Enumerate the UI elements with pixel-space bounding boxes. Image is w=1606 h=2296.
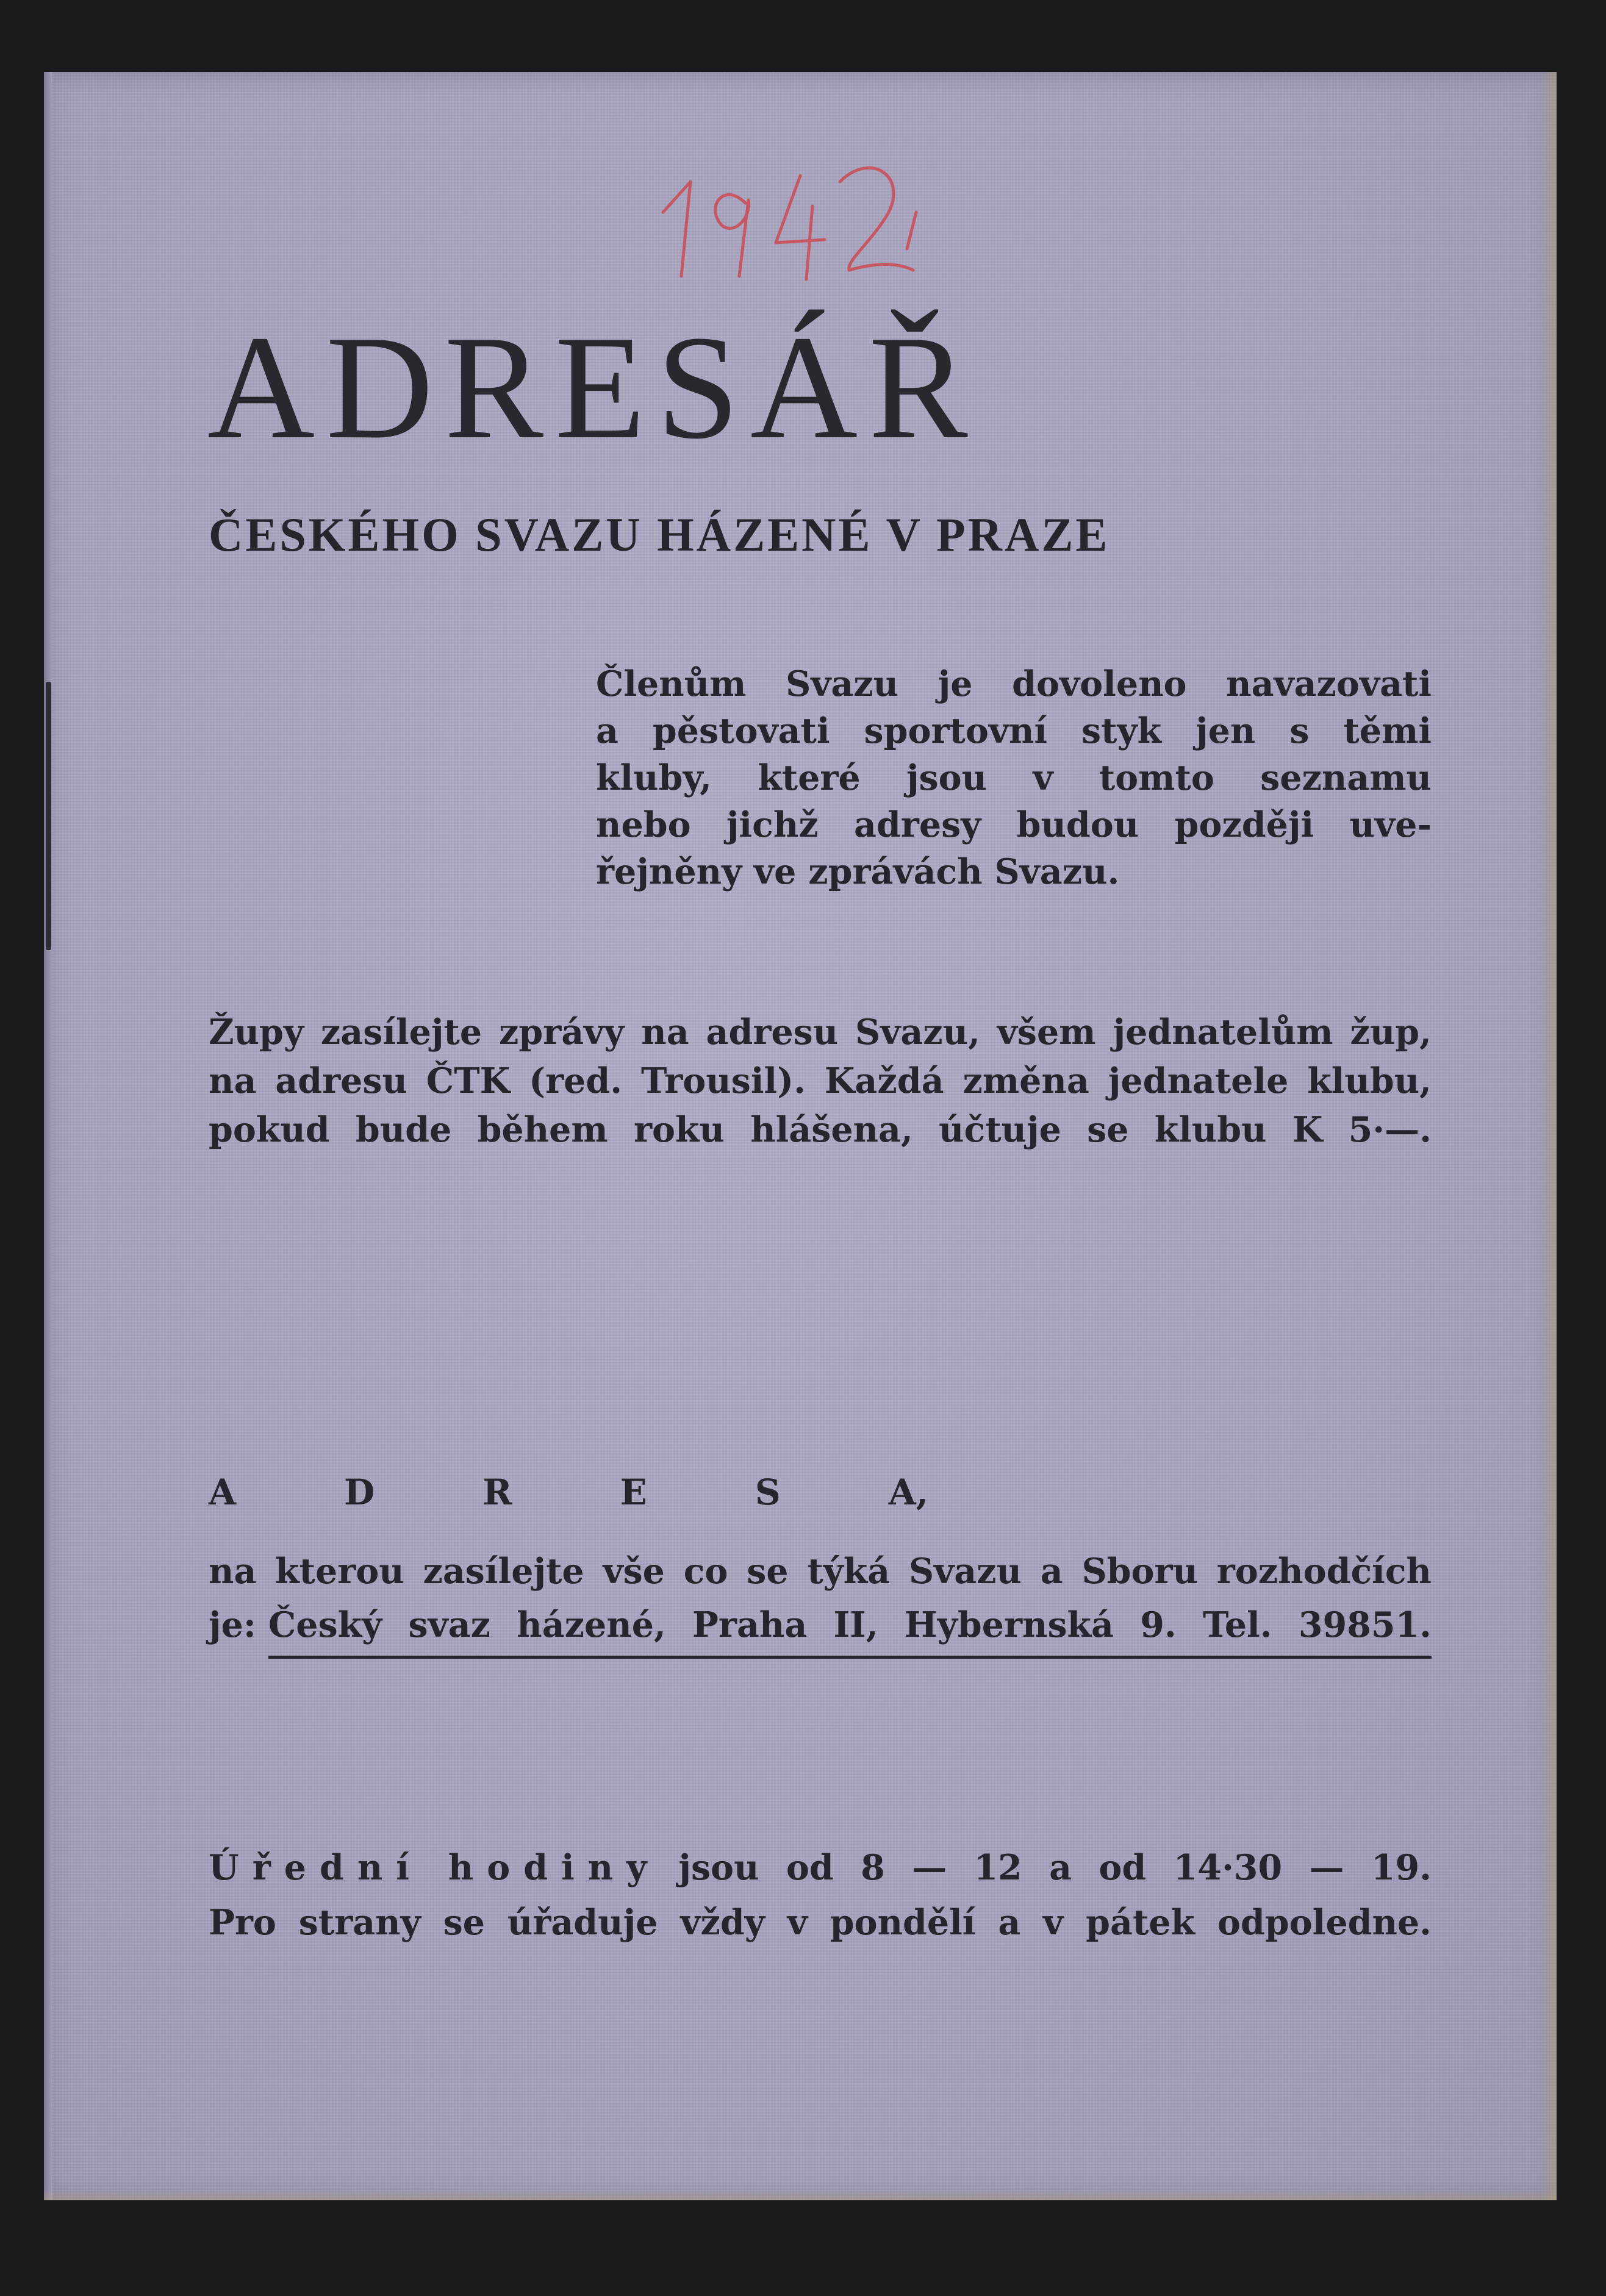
page-edge-wear	[1541, 72, 1557, 2200]
hours-line: Pro strany se úřaduje vždy v pondělí a v pátek odpoledne.	[209, 1902, 1432, 1943]
zupy-line: Župy zasílejte zprávy na adresu Svazu, všem jednatelům žup,	[209, 1012, 1432, 1053]
adresa-letter: A,	[888, 1472, 928, 1513]
address-line	[209, 1598, 1432, 1659]
union-address: Český svaz házené, Praha II, Hybernská 9. Tel. 39851.	[268, 1598, 1432, 1659]
handwritten-year-annotation	[639, 139, 925, 298]
adresa-letter: E	[620, 1472, 647, 1513]
adresa-letter: A	[209, 1472, 237, 1513]
address-prefix: je:	[209, 1604, 256, 1645]
adresa-letter: R	[482, 1472, 512, 1513]
zupy-instructions	[209, 1008, 1432, 1154]
notice-line: řejněny ve zprávách Svazu.	[596, 851, 1120, 892]
membership-notice	[596, 660, 1432, 895]
hours-times: jsou od 8 — 12 a od 14·30 — 19.	[678, 1847, 1432, 1888]
page-edge-wear-bottom	[44, 2189, 1557, 2200]
booklet-cover	[44, 72, 1557, 2200]
zupy-line: pokud bude během roku hlášena, účtuje se klubu K 5·—.	[209, 1109, 1432, 1150]
adresa-letter: D	[344, 1472, 375, 1513]
address-block	[209, 1545, 1432, 1659]
document-title: ADRESÁŘ	[207, 305, 979, 470]
hours-line	[209, 1840, 1432, 1895]
staple	[46, 682, 51, 950]
address-intro-line: na kterou zasílejte vše co se týká Svazu a Sboru rozhodčích	[209, 1551, 1432, 1592]
hours-label: Úřední hodiny	[209, 1847, 661, 1888]
spine-edge	[44, 72, 52, 2200]
document-subtitle: ČESKÉHO SVAZU HÁZENÉ V PRAZE	[209, 508, 1110, 561]
adresa-letter: S	[755, 1472, 781, 1513]
office-hours	[209, 1840, 1432, 1950]
notice-line: Členům Svazu je dovoleno navazovati	[596, 663, 1432, 704]
notice-line: a pěstovati sportovní styk jen s těmi	[596, 710, 1432, 751]
zupy-line: na adresu ČTK (red. Trousil). Každá změna jednatele klubu,	[209, 1060, 1432, 1101]
notice-line: nebo jichž adresy budou později uve-	[596, 804, 1432, 845]
notice-line: kluby, které jsou v tomto seznamu	[596, 757, 1432, 798]
adresa-heading	[209, 1472, 928, 1513]
